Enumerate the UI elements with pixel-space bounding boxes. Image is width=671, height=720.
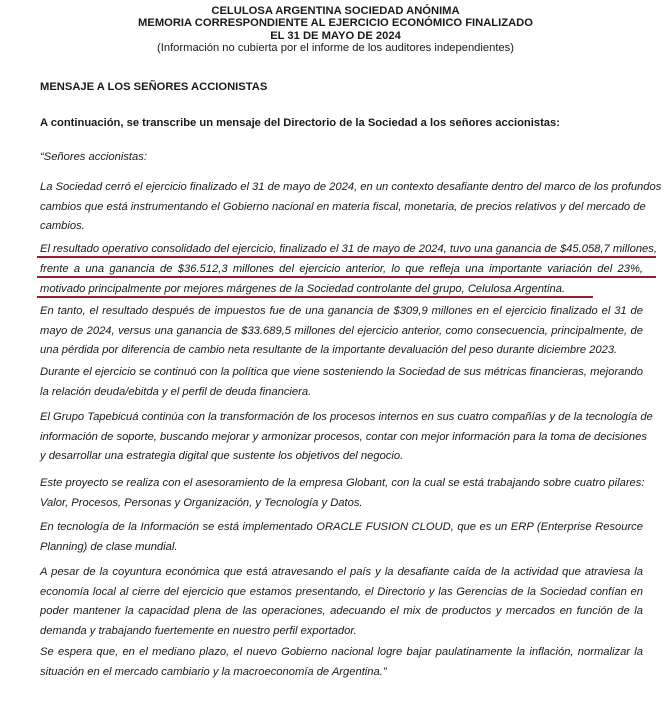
paragraph-line: situación en el mercado cambiario y la macroeconomía de Argentina.”	[40, 665, 387, 678]
paragraph-line: Valor, Procesos, Personas y Organización, y Tecnología y Datos.	[40, 496, 363, 509]
paragraph-1	[40, 178, 662, 237]
paragraph-line: cambios que está instrumentando el Gobierno nacional en materia fiscal, monetaria, de precios relativos y del mercado de	[40, 200, 646, 213]
salutation: “Señores accionistas:	[40, 151, 147, 163]
paragraph-line: motivado principalmente por mejores márgenes de la Sociedad controlante del grupo, Celulosa Argentina.	[40, 283, 566, 295]
highlight-underline	[37, 276, 656, 278]
document-header	[0, 5, 671, 55]
paragraph-line: El Grupo Tapebicuá continúa con la transformación de los procesos internos en sus cuatro compañías y de la tecnología de	[40, 411, 653, 423]
audit-note: (Información no cubierta por el informe de los auditores independientes)	[157, 42, 514, 55]
paragraph-line: cambios.	[40, 220, 85, 232]
company-name: CELULOSA ARGENTINA SOCIEDAD ANÓNIMA	[211, 5, 460, 17]
paragraph-line: Este proyecto se realiza con el asesoramiento de la empresa Globant, con la cual se está trabajando sobre cuatro pilares:	[40, 477, 645, 489]
paragraph-line: A pesar de la coyuntura económica que está atravesando el país y la desafiante caída de la actividad que atraviesa la	[40, 566, 643, 578]
paragraph-line: En tanto, el resultado después de impuestos fue de una ganancia de $309,9 millones en el ejercicio finalizado el 31 de	[40, 305, 643, 317]
paragraph-line: Se espera que, en el mediano plazo, el nuevo Gobierno nacional logre bajar paulatinamente la inflación, normalizar la	[40, 646, 643, 658]
paragraph-9	[40, 643, 643, 682]
memoria-title: MEMORIA CORRESPONDIENTE AL EJERCICIO ECONÓMICO FINALIZADO	[138, 17, 533, 30]
paragraph-3	[40, 302, 643, 361]
paragraph-line: El resultado operativo consolidado del ejercicio, finalizado el 31 de mayo de 2024, tuvo una ganancia de $45.058,7 millones,	[40, 243, 657, 255]
paragraph-line: información de soporte, buscando mejorar y armonizar procesos, contar con mejor información para la toma de decisiones	[40, 430, 647, 443]
paragraph-line: En tecnología de la Información se está implementado ORACLE FUSION CLOUD, que es un ERP (Enterprise Resource	[40, 521, 643, 533]
paragraph-4	[40, 363, 643, 402]
paragraph-8	[40, 563, 643, 641]
highlight-underline	[37, 256, 656, 258]
intro-line: A continuación, se transcribe un mensaje del Directorio de la Sociedad a los señores accionistas:	[40, 117, 560, 129]
paragraph-line: y desarrollar una estrategia digital que sustente los objetivos del negocio.	[40, 450, 404, 462]
paragraph-line: Durante el ejercicio se continuó con la política que viene sosteniendo la Sociedad de sus métricas financieras, mejorando	[40, 366, 643, 378]
paragraph-line: economía local al cierre del ejercicio que estamos presentando, el Directorio y las Gerencias de la Sociedad confían en	[40, 585, 643, 598]
paragraph-6	[40, 474, 643, 513]
paragraph-line: poder mantener la capacidad plena de las operaciones, adecuando el mix de productos y mercados en función de la	[40, 605, 643, 617]
highlighted-paragraph	[40, 239, 657, 299]
paragraph-line: mayo de 2024, versus una ganancia de $33.689,5 millones del ejercicio anterior, como consecuencia, principalmente, de	[40, 324, 643, 337]
section-title: MENSAJE A LOS SEÑORES ACCIONISTAS	[40, 81, 268, 93]
paragraph-line: demanda y trabajando fuertemente en nuestro perfil exportador.	[40, 624, 357, 637]
paragraph-line: la relación deuda/ebitda y el perfil de deuda financiera.	[40, 385, 312, 398]
paragraph-5	[40, 408, 653, 467]
paragraph-7	[40, 518, 643, 557]
paragraph-line: una pérdida por diferencia de cambio neta resultante de la importante devaluación del peso durante diciembre 2023.	[40, 344, 618, 356]
paragraph-line: Planning) de clase mundial.	[40, 540, 178, 553]
memoria-date: EL 31 DE MAYO DE 2024	[270, 29, 401, 42]
paragraph-line: La Sociedad cerró el ejercicio finalizado el 31 de mayo de 2024, en un contexto desafiante dentro del marco de los profundos	[40, 181, 662, 193]
highlight-underline	[37, 296, 593, 298]
paragraph-line: frente a una ganancia de $36.512,3 millones del ejercicio anterior, lo que refleja una importante variación del 23%,	[40, 263, 643, 275]
